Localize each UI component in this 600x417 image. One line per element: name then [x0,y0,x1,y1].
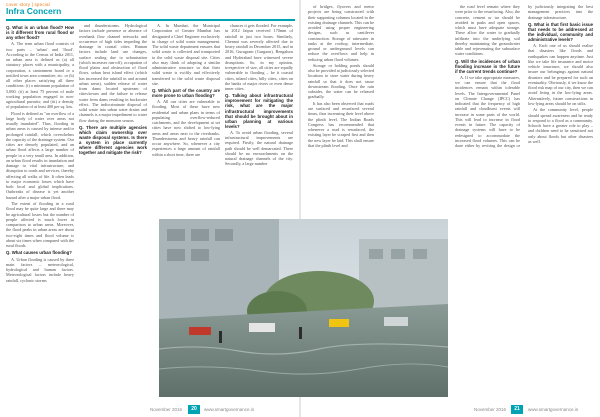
submerged-vehicle [329,319,349,327]
answer-paragraph: of bridges, flyovers and metro projects are being constructed with their supporting columns located in the existing drainage channels. This can be avoided using proper engineering designs, such as cantilever construction. Storage of rainwater in tanks at the rooftop, intermediate, ground or underground levels can reduce the overflows and help in reducing urban flood volumes. [308,4,374,62]
column-6 [455,4,593,401]
answer-paragraph: Flood is defined as "an overflow of a large body of water over areas not usually inundated". Thus, flooding in urban areas is caused by intense and/or prolonged rainfall, which overwhelms the capacity of the drainage system. Our cities are densely populated, and an urban flood affects a large number of people in a very small area. In addition, an urban flood results in inundation and damage to vital infrastructure, and disruption to roads and services, thereby affecting all walks of life. It often leads to major economic losses which have both local and global implications. Outbreaks of disease is yet another hazard after a major urban flood. [6,110,74,200]
answer-paragraph: and thunderstorms. Hydrological factors include presence or absence of overbank flow channel networks and occurrence of high tides impeding the drainage in coastal cities. Human factors include land use changes, surface sealing due to urbanisation (which increases run-off), occupation of flood plains and obstruction of flood flows, urban heat island effect (which has increased the rainfall in and around urban areas), sudden release of water from dams located upstream of cities/towns and the failure to release water from dams resulting in backwater effect. The indiscriminate disposal of solid waste into urban water drains and channels is a major impediment to water flow during the monsoon season. [79,23,147,123]
page-number: 21 [511,405,523,414]
answer-paragraph: The extent of flooding in a rural flood may be quite large and there may be agricultural losses but the number of people affected is much lower in comparison to urban areas. Moreover, the flood peaks in urban areas are about two-eight times and flood volume is about six times when compared with the rural floods. [6,201,74,249]
window [191,249,209,261]
flooded-street-illustration [159,219,448,397]
answer-paragraph: chances it gets flooded. For example, in 2012 Jaipur received 170mm of rainfall in just two hours. Similarly, Chennai was severely affected due to heavy rainfall in December 2015, and in 2016, Gurugram (Gurgaon), Bengaluru and Hyderabad have witnessed severe disruptions. So, in my opinion, irrespective of size, all cities are equally vulnerable to flooding – be it coastal cities, inland cities, hilly cities, cities on the banks of major rivers or even dense inner cities. [225,23,293,91]
answer-paragraph: A. The term urban flood consists of two parts – 'urban' and 'flood'. According to the Census of India 2011, an urban area is defined as (a) all statutory places with a municipality, a corporation, a cantonment board or a notified town area committee, etc. or (b) all other places satisfying all three conditions: (i) a minimum population of 5,000; (ii) at least 75 percent of male working population engaged in non-agricultural pursuits; and (iii) a density of population of at least 400 per sq. km. [6,41,74,110]
answer-paragraph: the road level remain where they were prior to the resurfacing. Also, the concrete, cement or tar should be avoided in parks and open spaces, which must have adequate storage. These allow the water to gradually infiltrate into the underlying soil thereby maintaining the groundwater table and rejuvenating the subsurface water conditions. [455,4,520,57]
footer-url: www.smartgovernance.in [204,407,255,412]
left-footer [0,405,300,414]
interview-question: Q. What is that first basic issue that needs to be addressed at the individual, community and administrative levels? [528,21,593,43]
column-2 [79,23,147,401]
answer-paragraph: At the community level, people should spread awareness and be ready to respond to a flood as a community. Schools have a greater role to play – and children need to be sensitised not only about floods but other disasters as well. [528,107,593,144]
page-number: 20 [188,405,200,414]
page-header [6,2,296,18]
answer-paragraph: A. Urban flooding is caused by three main factors – meteorological, hydrological and human factors. Meteorological factors include heavy rainfall, cyclonic storms [6,256,74,283]
footer-date: November 2016 [150,407,183,412]
footer-url: www.smartgovernance.in [528,407,579,412]
window [215,229,233,241]
answer-paragraph: A. If we take appropriate measures, we can ensure that the flood incidences remain within tolerable levels. The Intergovernmental Panel on Climate Change (IPCC) has indicated that the frequency of high rainfall and cloudburst events will increase in some parts of the world. This will lead to increase in flood events in future. The capacity of drainage systems will have to be redesigned to accommodate the increased flood volumes. This can be done either by revising the design or by judiciously integrating the best management practices into the drainage infrastructure. [455,4,593,149]
column-5 [308,4,374,215]
answer-paragraph: A. All our cities are vulnerable to flooding. Most of these have new residential and urban plans in terms of populating overflow-reduced catchments, and the development at set cities have now shifted to low-lying areas and areas next to the riverbanks. Thunderstorms and heavy rainfall can occur anywhere. So, whenever a city experiences a large amount of rainfall within a short time, there are [152,99,220,157]
answer-paragraph: A. To avoid urban flooding, several infrastructural improvements are required. Firstly, the natural drainage path should be well demarcated. There should be no encroachments on the natural drainage channels of the city. Secondly, a large number [225,129,293,167]
window [167,229,185,241]
interview-question: Q. Will the incidences of urban flooding increase in the future if the current trends continue? [455,58,520,74]
submerged-vehicle [249,323,275,332]
window [413,249,427,259]
answer-paragraph: A. In Mumbai, the Municipal Corporation of Greater Mumbai has designated a Chief Engineer exclusively in charge of solid waste management. The solid waste department ensures that solid waste is collected and transported to the solid waste disposal site. Cities also may think of adopting a similar administrative structure so that their solid waste is swiftly and effectively transferred to the solid waste disposal site. [152,23,220,86]
person-wading [299,327,302,339]
submerged-vehicle [384,317,408,326]
answer-paragraph: Storage or holding ponds should also be provided at judiciously selected locations to store water during heavy rainfall so that it does not cause downstream flooding. Once the rain subsides, the water can be released gradually. [308,62,374,100]
window [167,249,185,261]
interview-question: Q. What causes urban flooding? [6,250,72,256]
header-rule [6,19,295,21]
column-3 [152,23,220,217]
flooded-street-photo [159,219,448,397]
answer-paragraph: It has also been observed that roads are surfaced and resurfaced several times, thus increasing their level above the plinth level. The Indian Roads Congress has recommended that whenever a road is resurfaced, the existing layer be scraped first and then the new layer be laid. This shall ensure that the plinth level and [308,100,374,148]
footer-date: November 2016 [474,407,507,412]
window [369,249,383,259]
column-4 [225,23,293,217]
window [391,249,405,259]
answer-paragraph: A. Each one of us should realise that disasters like floods and earthquakes can happen anytime. Just like we take life insurance and motor vehicle insurance, we should also insure our belongings against natural disasters and be prepared for such an eventuality. Obviously, if we know the flood risk map of our city, then we can avoid living in the low-lying areas. Alternatively, future constructions in low-lying areas should be on stilts. [528,43,593,106]
section-kicker: cover story | special [6,2,50,7]
submerged-vehicle [189,327,211,335]
interview-question: Q. Which part of the country are more prone to urban flooding? [152,88,220,99]
interview-question: Q. What is an urban flood? How is it different from rural flood or any other flood? [6,25,74,41]
window [191,229,209,241]
section-title: Infra Concern [6,6,62,16]
interview-question: Q. Talking about infrastructural improvement for mitigating the risk, what are the major infrastructural improvements that should be brought about in urban planning at various levels? [225,93,293,129]
column-1 [6,23,74,401]
right-footer [300,405,600,414]
person-wading [219,331,222,343]
interview-question: Q. There are multiple agencies which claim ownership over waste disposal systems. Is there a system in place currently where different agencies work together and mitigate the risk? [79,124,147,156]
